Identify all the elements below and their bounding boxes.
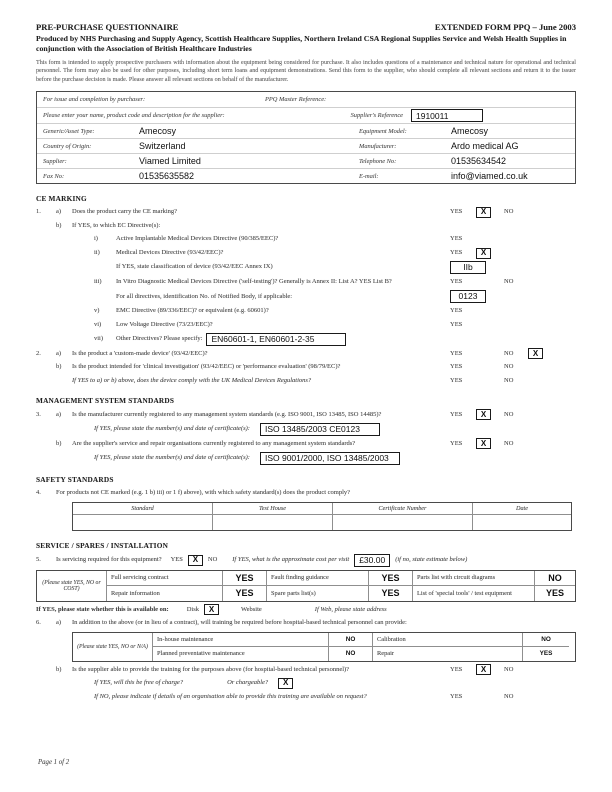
option-label-parts-list: Parts list with circuit diagrams	[413, 571, 535, 586]
roman-number: vii)	[94, 335, 104, 343]
supplier-label: Supplier:	[43, 157, 67, 165]
question-5	[36, 554, 576, 567]
service-certificates-value: ISO 9001/2000, ISO 13485/2003	[260, 452, 400, 465]
question-letter: a)	[56, 410, 62, 418]
organisation-note-text: If NO, please indicate if details of an organisation able to provide this training are available on request?	[94, 692, 367, 700]
question-1b-iii	[36, 277, 576, 288]
question-1b-vi	[36, 319, 576, 330]
answer-group	[450, 207, 576, 218]
question-6b	[36, 664, 576, 675]
no-label: NO	[504, 277, 514, 285]
form-edition: EXTENDED FORM PPQ – June 2003	[434, 22, 576, 32]
answer-group	[450, 664, 576, 675]
service-grid-instruction: (Please state YES, NO or COST)	[37, 571, 107, 601]
no-label: NO	[504, 439, 514, 447]
yes-checkbox-checked: X	[476, 664, 491, 675]
issue-label: For issue and completion by purchaser:	[43, 96, 146, 104]
yes-label: YES	[450, 692, 463, 700]
chargeable-text: Or chargeable?	[227, 679, 269, 687]
question-text: Does the product carry the CE marking?	[72, 208, 178, 216]
answer-group	[450, 363, 576, 371]
question-6b-note	[36, 691, 576, 702]
question-2b	[36, 362, 576, 373]
empty-cell	[73, 515, 213, 530]
question-letter: b)	[56, 665, 62, 673]
section-title-safety-standards: SAFETY STANDARDS	[36, 474, 114, 484]
answer-group	[450, 348, 576, 359]
header	[36, 22, 576, 32]
question-letter: b)	[56, 363, 62, 371]
answer-group	[450, 693, 576, 701]
answer-group	[450, 377, 576, 385]
question-1a	[36, 207, 576, 218]
question-text: Are the supplier's service and repair organisations currently registered to any management system standards?	[72, 439, 356, 447]
yes-label: YES	[450, 665, 463, 673]
section-title-ce-marking: CE MARKING	[36, 194, 87, 204]
answer-group	[450, 248, 576, 259]
question-text: For all directives, identification No. of Notified Body, if applicable:	[116, 292, 293, 300]
produced-by: Produced by NHS Purchasing and Supply Agency, Scottish Healthcare Supplies, Northern Ireland CSA Regional Supplies Service and Welsh Health Supplies in conjunction with the Association of British Healthcare Industries	[36, 34, 567, 54]
option-value-full-servicing: YES	[223, 571, 267, 586]
info-row-country-manufacturer	[37, 138, 575, 153]
yes-label: YES	[450, 320, 463, 328]
answer-group	[450, 235, 576, 243]
roman-number: i)	[94, 235, 98, 243]
yes-label: YES	[450, 410, 463, 418]
question-text: Is the manufacturer currently registered to any management system standards (e.g. ISO 9001, ISO 13485, ISO 14485)?	[72, 410, 382, 418]
doc-title: PRE-PURCHASE QUESTIONNAIRE	[36, 22, 179, 32]
master-ref-label: PPQ Master Reference:	[265, 96, 327, 104]
intro-paragraph: This form is intended to supply prospective purchasers with information about the equipment being considered for purchase. It also includes questions of a maintenance and technical nature for operational and technical personnel. The form may also be used for other purposes, including short term loans and equipment demonstrations. Send this form to the supplier, who should complete all relevant sections and return it to the issuer before the purchase decision is made. Please answer all relevant sections on behalf of the manufacturer.	[36, 59, 576, 83]
question-number: 4.	[36, 489, 41, 497]
question-1b-v	[36, 306, 576, 317]
question-text: For products not CE marked (e.g. 1 b) iii) or 1 f) above), with which safety standard(s) does the product comply?	[56, 489, 351, 497]
manufacturer-certificates-value: ISO 13485/2003 CE0123	[260, 423, 380, 436]
availability-text: If YES, please state whether this is available on:	[36, 605, 169, 613]
question-6a	[36, 618, 576, 629]
country-label: Country of Origin:	[43, 142, 92, 150]
option-value-repair-info: YES	[223, 586, 267, 601]
fax-label: Fax No:	[43, 172, 65, 180]
other-directives-value: EN60601-1, EN60601-2-35	[206, 333, 346, 346]
training-requirements-table	[72, 632, 576, 662]
manufacturer-label: Manufacturer:	[359, 142, 397, 150]
yes-label: YES	[170, 556, 183, 564]
yes-slot	[476, 664, 504, 675]
no-label: NO	[504, 349, 514, 357]
option-value-fault-finding: YES	[369, 571, 413, 586]
no-label: NO	[207, 556, 218, 564]
column-header-standard: Standard	[73, 503, 213, 515]
answer-group	[450, 321, 576, 329]
supplier-value: Viamed Limited	[139, 156, 201, 167]
training-label-inhouse: In-house maintenance	[153, 633, 329, 647]
roman-number: vi)	[94, 320, 102, 328]
website-label: Website	[241, 605, 262, 613]
web-address-note: If Web, please state address	[314, 605, 387, 613]
telephone-label: Telephone No:	[359, 157, 397, 165]
option-value-special-tools: YES	[545, 588, 564, 599]
no-slot	[528, 348, 556, 359]
question-number: 3.	[36, 410, 41, 418]
yes-label: YES	[450, 277, 463, 285]
email-label: E-mail:	[359, 172, 379, 180]
empty-cell	[333, 515, 473, 530]
info-row-issue	[37, 92, 575, 107]
cost-note-text: (if no, state estimate below)	[395, 556, 468, 564]
yes-checkbox-checked: X	[476, 409, 491, 420]
free-of-charge-text: If YES, will this be free of charge?	[94, 679, 184, 687]
answer-group	[450, 438, 576, 449]
yes-label: YES	[450, 363, 463, 371]
answer-group	[450, 409, 576, 420]
question-1b	[36, 221, 576, 232]
training-value-repair: YES	[539, 650, 553, 658]
disk-checkbox-checked: X	[204, 604, 219, 615]
yes-checkbox-checked: X	[476, 207, 491, 218]
roman-number: ii)	[94, 248, 100, 256]
empty-cell	[213, 515, 333, 530]
question-text: If YES to a) or b) above, does the device comply with the UK Medical Devices Regulations?	[72, 376, 312, 384]
chargeable-checkbox-checked: X	[278, 678, 293, 689]
question-text: Medical Devices Directive (93/42/EEC)?	[116, 248, 224, 256]
telephone-value: 01535634542	[451, 156, 507, 167]
no-label: NO	[504, 410, 514, 418]
notified-body-number-value: 0123	[450, 290, 486, 303]
fax-value: 01535635582	[139, 171, 195, 182]
supplier-ref-label: Supplier's Reference	[350, 112, 403, 120]
generic-type-label: Generic/Asset Type:	[43, 127, 95, 135]
question-text: Active Implantable Medical Devices Directive (90/385/EEC)?	[116, 235, 279, 243]
device-classification-value: IIb	[450, 261, 486, 274]
question-number: 5.	[36, 556, 41, 564]
training-grid-instruction: (Please state YES, NO or N/A)	[73, 633, 153, 661]
question-2a	[36, 348, 576, 359]
yes-label: YES	[450, 248, 463, 256]
equipment-info-box	[36, 91, 576, 184]
yes-label: YES	[450, 235, 463, 243]
training-label-ppm: Planned preventative maintenance	[153, 647, 329, 661]
question-text: If YES, please state the number(s) and date of certificate(s):	[94, 454, 250, 462]
question-text: If YES, please state the number(s) and date of certificate(s):	[94, 425, 250, 433]
question-letter: b)	[56, 439, 62, 447]
answer-group	[450, 307, 576, 315]
training-label-calibration: Calibration	[373, 633, 523, 647]
answer-group	[450, 278, 576, 286]
question-letter: a)	[56, 208, 62, 216]
training-label-repair: Repair	[373, 647, 523, 661]
training-value-ppm: NO	[329, 647, 373, 661]
question-1b-ii	[36, 248, 576, 259]
no-label: NO	[504, 692, 514, 700]
page-number: Page 1 of 2	[38, 759, 70, 766]
roman-number: v)	[94, 307, 100, 315]
no-label: NO	[504, 363, 514, 371]
yes-checkbox-checked: X	[188, 555, 203, 566]
question-3b	[36, 438, 576, 449]
option-label-spare-parts: Spare parts list(s)	[267, 586, 369, 601]
question-text: If YES, to which EC Directive(s):	[72, 221, 161, 229]
cost-per-visit-value: £30.00	[354, 554, 390, 567]
yes-slot	[476, 409, 504, 420]
question-number: 2.	[36, 349, 41, 357]
option-label-special-tools: List of 'special tools' / test equipment	[413, 586, 535, 601]
yes-slot	[476, 207, 504, 218]
email-value: info@viamed.co.uk	[451, 171, 528, 182]
equipment-model-label: Equipment Model:	[359, 127, 407, 135]
question-text: Low Voltage Directive (73/23/EEC)?	[116, 320, 213, 328]
no-checkbox-checked: X	[528, 348, 543, 359]
training-value-calibration: NO	[523, 633, 569, 647]
yes-label: YES	[450, 307, 463, 315]
yes-label: YES	[450, 208, 463, 216]
question-number: 6.	[36, 619, 41, 627]
question-text: Other Directives? Please specify:	[116, 335, 203, 343]
column-header-date: Date	[473, 503, 571, 515]
question-text: Is the product a 'custom-made device' (93/42/EEC)?	[72, 349, 208, 357]
service-options-table	[36, 570, 576, 602]
no-label: NO	[504, 665, 514, 673]
question-1b-iv-notified-body	[36, 290, 576, 303]
option-label-repair-info: Repair information	[107, 586, 223, 601]
section-title-service-spares: SERVICE / SPARES / INSTALLATION	[36, 540, 169, 550]
roman-number: iii)	[94, 277, 102, 285]
question-6b-charge	[36, 678, 576, 689]
column-header-test-house: Test House	[213, 503, 333, 515]
yes-slot	[476, 248, 504, 259]
question-4	[36, 488, 576, 499]
question-letter: a)	[56, 619, 62, 627]
question-letter: b)	[56, 221, 62, 229]
no-label: NO	[504, 376, 514, 384]
disk-label: Disk	[186, 605, 199, 613]
question-text: Is the supplier able to provide the training for the purposes above (for hospital-based technical personnel)?	[72, 665, 350, 673]
supplier-ref-value: 1910011	[411, 109, 483, 122]
question-1b-i	[36, 234, 576, 245]
cost-question-text: If YES, what is the approximate cost per visit	[232, 556, 350, 564]
option-value-parts-list: NO	[535, 571, 575, 586]
question-text: In addition to the above (or in lieu of a contract), will training be required before hospital-based technical personnel can provide:	[72, 619, 407, 627]
option-label-full-servicing: Full servicing contract	[107, 571, 223, 586]
question-1b-ii-classification	[36, 261, 576, 274]
option-value-spare-parts: YES	[369, 586, 413, 601]
answer-group	[450, 290, 576, 303]
question-text: EMC Directive (89/336/EEC)? or equivalent (e.g. 60601)?	[116, 307, 269, 315]
yes-label: YES	[450, 376, 463, 384]
question-text: Is servicing required for this equipment?	[56, 556, 162, 564]
info-row-supplier-phone	[37, 153, 575, 168]
info-row-fax-email	[37, 168, 575, 183]
supplier-note: Please enter your name, product code and description for the supplier:	[43, 112, 225, 120]
option-label-fault-finding: Fault finding guidance	[267, 571, 369, 586]
availability-row	[36, 604, 576, 615]
answer-group	[450, 261, 576, 274]
country-value: Switzerland	[139, 141, 186, 152]
yes-slot	[476, 438, 504, 449]
question-text: In Vitro Diagnostic Medical Devices Directive ('self-testing')? Generally is Annex II: List A? YES List B?	[116, 277, 392, 285]
generic-type-value: Amecosy	[139, 126, 177, 137]
yes-checkbox-checked: X	[476, 438, 491, 449]
yes-label: YES	[450, 439, 463, 447]
question-text: Is the product intended for 'clinical investigation' (93/42/EEC) or 'performance evaluation' (98/79/EC)?	[72, 363, 341, 371]
question-letter: a)	[56, 349, 62, 357]
training-value-inhouse: NO	[329, 633, 373, 647]
info-row-type-model	[37, 123, 575, 138]
question-1b-vii	[36, 333, 576, 346]
question-3a	[36, 409, 576, 420]
equipment-model-value: Amecosy	[451, 126, 489, 137]
yes-label: YES	[450, 349, 463, 357]
question-2c	[36, 375, 576, 386]
question-text: If YES, state classification of device (93/42/EEC Annex IX)	[116, 263, 273, 271]
info-row-supplier-ref	[37, 107, 575, 123]
no-label: NO	[504, 208, 514, 216]
yes-checkbox-checked: X	[476, 248, 491, 259]
empty-cell	[473, 515, 571, 530]
manufacturer-value: Ardo medical AG	[451, 141, 519, 152]
section-title-management-standards: MANAGEMENT SYSTEM STANDARDS	[36, 396, 175, 406]
question-number: 1.	[36, 208, 41, 216]
column-header-certificate-number: Certificate Number	[333, 503, 473, 515]
question-3b-certificates	[36, 452, 576, 465]
safety-standards-table	[72, 502, 572, 531]
question-3a-certificates	[36, 423, 576, 436]
